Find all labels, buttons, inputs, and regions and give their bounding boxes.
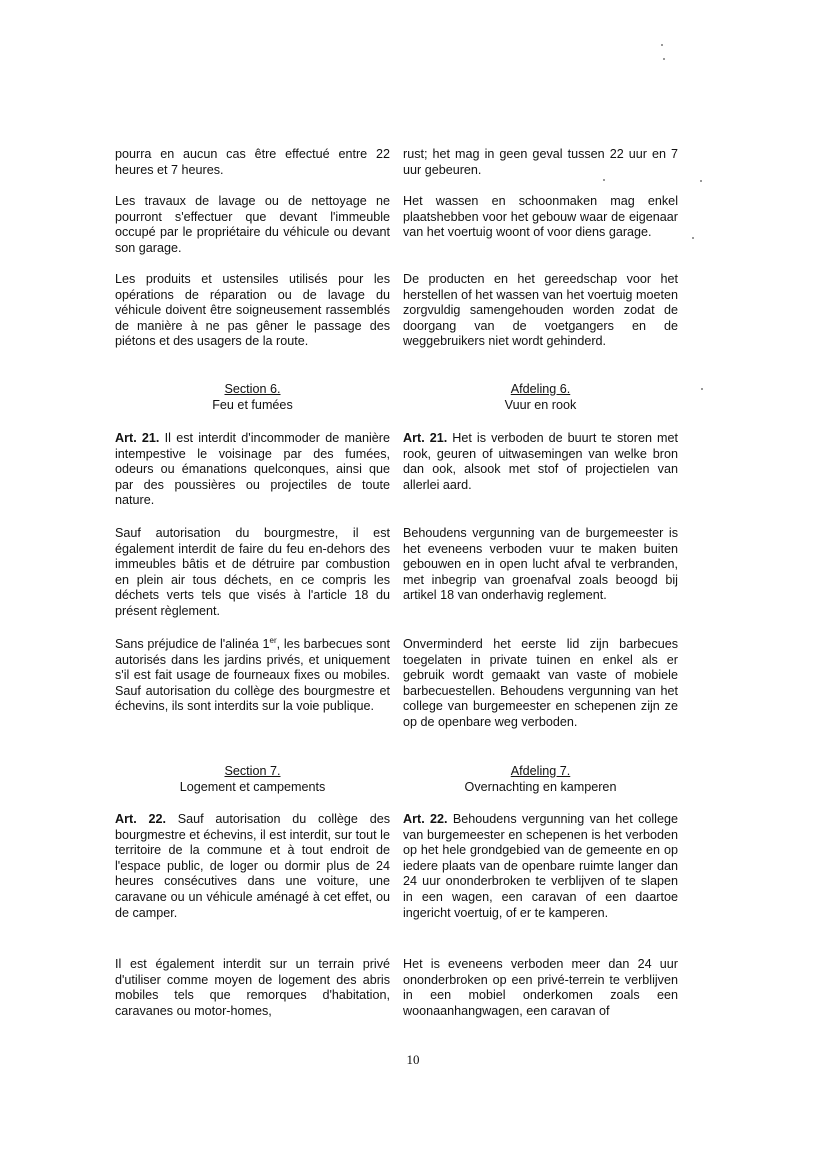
fr-paragraph-6-start: Sans préjudice de l'alinéa 1 — [115, 637, 270, 651]
fr-paragraph-1: pourra en aucun cas être effectué entre 22 heures et 7 heures. — [115, 147, 390, 177]
fr-section-6-heading — [115, 382, 390, 413]
fr-section-7-number: Section 7. — [224, 764, 281, 778]
scan-speck — [692, 237, 694, 239]
fr-section-6-number: Section 6. — [224, 382, 281, 396]
fr-article-22 — [115, 812, 390, 921]
fr-paragraph-9: Il est également interdit sur un terrain privé d'utiliser comme moyen de logement des abris mobiles tels que remorques d'habitation, caravanes ou motor-homes, — [115, 957, 390, 1018]
scan-speck — [663, 58, 665, 60]
scan-speck — [661, 44, 663, 46]
fr-article-22-label: Art. 22. — [115, 812, 166, 826]
nl-paragraph-1: rust; het mag in geen geval tussen 22 uur en 7 uur gebeuren. — [403, 147, 678, 177]
nl-paragraph-6: Onverminderd het eerste lid zijn barbecues toegelaten in private tuinen en enkel als er gebruik wordt gemaakt van vaste of mobiele barbecuestellen. Behoudens vergunning van het college van burgemeester en schepenen zijn ze op de openbare weg verboden. — [403, 637, 678, 729]
fr-paragraph-6-superscript: er — [269, 635, 277, 645]
fr-paragraph-3: Les produits et ustensiles utilisés pour les opérations de réparation ou de lavage du véhicule doivent être soigneusement rassemblés de manière à ne pas gêner le passage des piétons et des usagers de la route. — [115, 272, 390, 349]
nl-article-21-label: Art. 21. — [403, 431, 448, 445]
fr-article-21-text: Il est interdit d'incommoder de manière intempestive le voisinage par des fumées, odeurs ou émanations quelconques, ainsi que par des poussières ou projectiles de toute nature. — [115, 431, 390, 508]
nl-article-22-label: Art. 22. — [403, 812, 448, 826]
nl-section-7-heading — [403, 764, 678, 795]
fr-article-21 — [115, 431, 390, 509]
fr-paragraph-5: Sauf autorisation du bourgmestre, il est également interdit de faire du feu en-dehors des immeubles bâtis et de détruire par combustion en plein air tous déchets, en ce compris les déchets verts tels que visés à l'article 18 du présent règlement. — [115, 526, 390, 618]
fr-article-21-label: Art. 21. — [115, 431, 160, 445]
nl-paragraph-5: Behoudens vergunning van de burgemeester is het eveneens verboden vuur te maken buiten gebouwen en in open lucht afval te verbranden, met inbegrip van groenafval zoals beoogd bij artikel 18 van onderhavig reglement. — [403, 526, 678, 603]
fr-paragraph-6-end: , les barbecues sont autorisés dans les jardins privés, et uniquement s'il est fait usage de fourneaux fixes ou mobiles. Sauf autorisation du collège des bourgmestre et échevins, ils sont interdits sur la voie publique. — [115, 637, 390, 714]
nl-article-21 — [403, 431, 678, 493]
nl-section-6-heading — [403, 382, 678, 413]
fr-section-6-title: Feu et fumées — [212, 397, 293, 412]
nl-paragraph-3: De producten en het gereedschap voor het herstellen of het wassen van het voertuig moeten zorgvuldig samengehouden worden zodat de doorgang van de voetgangers en de weggebruikers niet wordt gehinderd. — [403, 272, 678, 349]
scan-speck — [701, 388, 703, 390]
fr-section-7-title: Logement et campements — [179, 779, 326, 794]
page-number: 10 — [406, 1052, 420, 1067]
nl-section-6-number: Afdeling 6. — [510, 382, 571, 396]
nl-paragraph-9: Het is eveneens verboden meer dan 24 uur ononderbroken op een privé-terrein te verblijven in een mobiel onderkomen zoals een woonaanhangwagen, een caravan of — [403, 957, 678, 1018]
scan-speck — [700, 180, 702, 182]
fr-section-7-heading — [115, 764, 390, 795]
fr-paragraph-6 — [115, 637, 390, 715]
nl-article-21-text: Het is verboden de buurt te storen met rook, geuren of uitwasemingen van welke bron dan ook, alsook met stof of projectielen van allerlei aard. — [403, 431, 678, 492]
nl-section-7-title: Overnachting en kamperen — [464, 779, 617, 794]
fr-article-22-text: Sauf autorisation du collège des bourgmestre et échevins, il est interdit, sur tout le territoire de la commune et à tout endroit de l'espace public, de loger ou dormir plus de 24 heures consécutives dans une voiture, une caravane ou un véhicule aménagé à cet effet, ou de camper. — [115, 812, 391, 920]
nl-article-22 — [403, 812, 678, 921]
fr-paragraph-2: Les travaux de lavage ou de nettoyage ne pourront s'effectuer que devant l'immeuble occupé par le propriétaire du véhicule ou devant son garage. — [115, 194, 390, 255]
nl-section-6-title: Vuur en rook — [504, 397, 577, 412]
nl-section-7-number: Afdeling 7. — [510, 764, 571, 778]
nl-paragraph-2: Het wassen en schoonmaken mag enkel plaatshebben voor het gebouw waar de eigenaar van het voertuig woont of voor diens garage. — [403, 194, 678, 240]
scan-speck — [603, 179, 605, 181]
nl-article-22-text: Behoudens vergunning van het college van burgemeester en schepenen is het verboden op het hele grondgebied van de gemeente en op iedere plaats van de openbare ruimte langer dan 24 uur ononderbroken te verblijven of te slapen in een wagen, een caravan of een daartoe ingericht voertuig, of er te kamperen. — [403, 812, 678, 920]
